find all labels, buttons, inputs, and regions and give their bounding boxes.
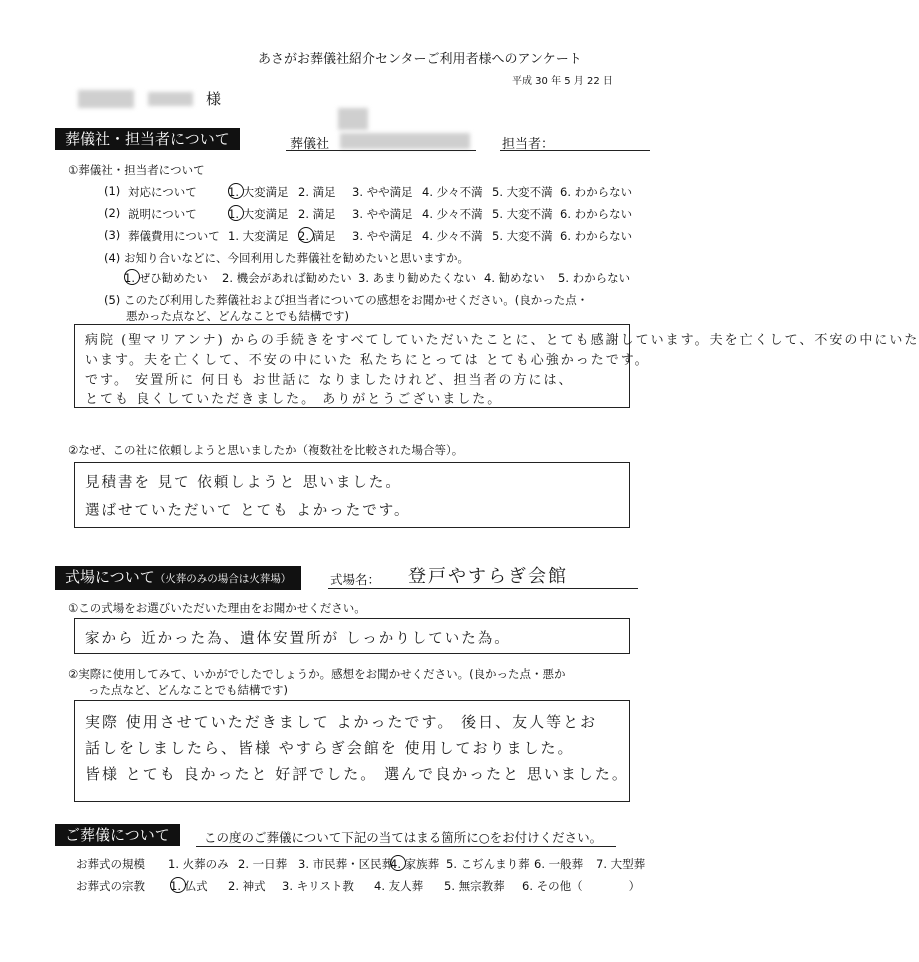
selected-circle <box>390 855 406 871</box>
handwritten-line: とても 良くしていただきました。 ありがとうございました。 <box>85 392 503 407</box>
row-num: (2) <box>104 206 121 220</box>
row-num: (1) <box>104 184 121 198</box>
option-unknown[interactable]: 6. わからない <box>560 185 633 199</box>
option-shinto[interactable]: 2. 神式 <box>228 879 266 893</box>
q2-answer-box[interactable] <box>74 462 630 528</box>
selected-circle <box>228 205 244 221</box>
selected-circle <box>228 183 244 199</box>
selected-circle <box>298 227 314 243</box>
funeral-religion-row <box>0 878 694 894</box>
option-definitely-recommend[interactable]: 1. ぜひ勧めたい <box>124 271 208 285</box>
option-yujinso[interactable]: 4. 友人葬 <box>374 879 424 893</box>
option-unknown[interactable]: 6. わからない <box>560 207 633 221</box>
q5-text-1: (5) このたび利用した葬儀社および担当者についての感想をお聞かせください。(良かった点・ <box>104 293 589 307</box>
survey-date: 平成 30 年 5 月 22 日 <box>512 76 613 87</box>
q2-text: ②なぜ、この社に依頼しようと思いましたか（複数社を比較された場合等）。 <box>68 443 464 457</box>
handwritten-line: です。 安置所に 何日も お世話に なりましたけれど、担当者の方には、 <box>85 373 574 388</box>
venue-label: 式場名： <box>330 572 381 587</box>
handwritten-line: 皆様 とても 良かったと 好評でした。 選んで良かったと 思いました。 <box>85 765 629 783</box>
option-small[interactable]: 5. こぢんまり葬 <box>446 857 530 871</box>
venue-q1-answer-box[interactable] <box>74 618 630 654</box>
redacted-company-1 <box>338 108 368 130</box>
company-label: 葬儀社 <box>290 137 330 152</box>
handwritten-line: 病院 (聖マリアンナ) からの手続きをすべてしていただいたことに、とても感謝しています。夫を亡くして、不安の中にいた <box>85 333 919 348</box>
option-slightly-unsatisfied[interactable]: 4. 少々不満 <box>422 185 483 199</box>
venue-q2-text-1: ②実際に使用してみて、いかがでしたでしょうか。感想をお聞かせください。(良かった点・悪か <box>68 667 566 681</box>
redacted-company-2 <box>340 133 470 149</box>
q5-text-2: 悪かった点など、どんなことでも結構です) <box>126 309 349 323</box>
rating-row-response <box>0 184 694 200</box>
rating-row-explanation <box>0 206 694 222</box>
handwritten-line: 実際 使用させていただきまして よかったです。 後日、友人等とお <box>85 713 598 731</box>
option-unknown[interactable]: 5. わからない <box>558 271 631 285</box>
staff-label: 担当者： <box>502 137 555 152</box>
option-somewhat[interactable]: 3. やや満足 <box>352 185 413 199</box>
q4-options <box>0 270 694 286</box>
option-cremation-only[interactable]: 1. 火葬のみ <box>168 857 229 871</box>
option-slightly-unsatisfied[interactable]: 4. 少々不満 <box>422 229 483 243</box>
venue-q2-answer-box[interactable] <box>74 700 630 802</box>
row-label: 葬儀費用について <box>128 229 220 243</box>
selected-circle <box>124 269 140 285</box>
survey-title: あさがお葬儀社紹介センターご利用者様へのアンケート <box>258 52 582 67</box>
handwritten-line: 見積書を 見て 依頼しようと 思いました。 <box>85 475 402 491</box>
option-christian[interactable]: 3. キリスト教 <box>282 879 354 893</box>
section-venue-header <box>55 566 301 590</box>
company-underline <box>286 150 476 151</box>
selected-circle <box>170 877 186 893</box>
option-other[interactable]: 6. その他（ ） <box>522 879 641 893</box>
option-civic[interactable]: 3. 市民葬・区民葬 <box>298 857 394 871</box>
funeral-note: この度のご葬儀について下記の当てはまる箇所に○をお付けください。 <box>204 830 603 845</box>
scale-label: お葬式の規模 <box>76 857 145 871</box>
option-large[interactable]: 7. 大型葬 <box>596 857 646 871</box>
venue-underline <box>328 588 638 589</box>
option-slightly-unsatisfied[interactable]: 4. 少々不満 <box>422 207 483 221</box>
handwritten-line: 話しをしましたら、皆様 やすらぎ会館を 使用しておりました。 <box>85 739 575 757</box>
venue-q2-text-2: った点など、どんなことでも結構です) <box>88 683 288 697</box>
option-satisfied[interactable]: 2. 満足 <box>298 185 336 199</box>
option-very-satisfied[interactable]: 1. 大変満足 <box>228 207 289 221</box>
option-very-unsatisfied[interactable]: 5. 大変不満 <box>492 229 553 243</box>
option-satisfied[interactable]: 2. 満足 <box>298 229 336 243</box>
rating-row-cost <box>0 228 694 244</box>
option-satisfied[interactable]: 2. 満足 <box>298 207 336 221</box>
redacted-name-2 <box>148 92 193 106</box>
staff-underline <box>500 150 650 151</box>
venue-name: 登戸やすらぎ会館 <box>408 566 568 587</box>
handwritten-line: います。夫を亡くして、不安の中にいた 私たちにとっては とても心強かったです。 <box>85 353 650 368</box>
q5-answer-box[interactable] <box>74 324 919 408</box>
option-not-recommend[interactable]: 4. 勧めない <box>484 271 545 285</box>
venue-section-title: 式場について <box>65 568 155 586</box>
option-very-unsatisfied[interactable]: 5. 大変不満 <box>492 207 553 221</box>
redacted-name <box>78 90 134 108</box>
recipient-suffix: 様 <box>206 90 222 108</box>
option-unknown[interactable]: 6. わからない <box>560 229 633 243</box>
option-very-unsatisfied[interactable]: 5. 大変不満 <box>492 185 553 199</box>
option-very-satisfied[interactable]: 1. 大変満足 <box>228 229 289 243</box>
option-non-religious[interactable]: 5. 無宗教葬 <box>444 879 505 893</box>
row-label: 対応について <box>128 185 197 199</box>
option-recommend-if-chance[interactable]: 2. 機会があれば勧めたい <box>222 271 352 285</box>
row-label: 説明について <box>128 207 197 221</box>
option-somewhat[interactable]: 3. やや満足 <box>352 229 413 243</box>
q1-heading: ①葬儀社・担当者について <box>68 163 205 177</box>
funeral-scale-row <box>0 856 694 872</box>
row-num: (3) <box>104 228 121 242</box>
option-buddhist[interactable]: 1. 仏式 <box>170 879 208 893</box>
handwritten-line: 選ばせていただいて とても よかったです。 <box>85 503 411 519</box>
option-one-day[interactable]: 2. 一日葬 <box>238 857 288 871</box>
venue-section-note: （火葬のみの場合は火葬場） <box>154 573 292 585</box>
funeral-note-underline <box>196 846 616 847</box>
option-general[interactable]: 6. 一般葬 <box>534 857 584 871</box>
option-somewhat[interactable]: 3. やや満足 <box>352 207 413 221</box>
option-very-satisfied[interactable]: 1. 大変満足 <box>228 185 289 199</box>
venue-q1-text: ①この式場をお選びいただいた理由をお聞かせください。 <box>68 601 366 615</box>
q4-text: (4) お知り合いなどに、今回利用した葬儀社を勧めたいと思いますか。 <box>104 251 469 265</box>
religion-label: お葬式の宗教 <box>76 879 145 893</box>
section-funeral-header: ご葬儀について <box>55 824 180 846</box>
option-not-really[interactable]: 3. あまり勧めたくない <box>358 271 477 285</box>
option-family[interactable]: 4. 家族葬 <box>390 857 440 871</box>
section-funeral-company-header: 葬儀社・担当者について <box>55 128 240 150</box>
handwritten-line: 家から 近かった為、遺体安置所が しっかりしていた為。 <box>85 631 511 647</box>
